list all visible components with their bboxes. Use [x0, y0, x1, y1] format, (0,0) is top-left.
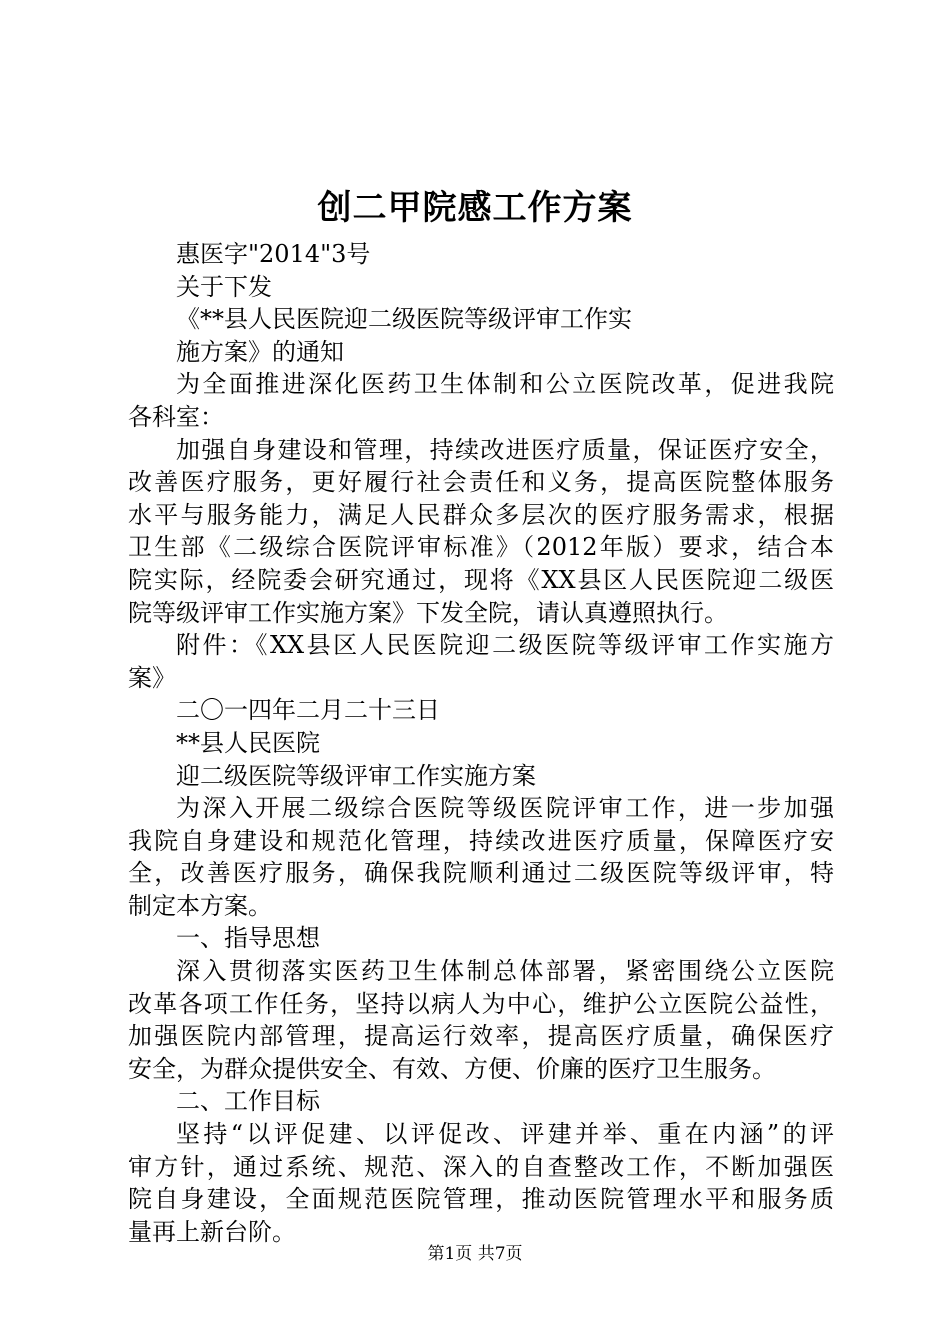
paragraph-line: 全，改善医疗服务，确保我院顺利通过二级医院等级评审，特 — [128, 859, 834, 888]
document-title: 创二甲院感工作方案 — [317, 188, 633, 228]
paragraph-line: 改革各项工作任务，坚持以病人为中心，维护公立医院公益性， — [128, 989, 834, 1018]
paragraph-line: 坚持“以评促建、以评促改、评建并举、重在内涵”的评 — [176, 1120, 834, 1149]
notice-heading-line: 关于下发 — [176, 272, 272, 301]
paragraph-line: 为深入开展二级综合医院等级医院评审工作，进一步加强 — [176, 794, 834, 823]
section-heading: 一、指导思想 — [176, 924, 320, 953]
paragraph-line: 院实际，经院委会研究通过，现将《XX县区人民医院迎二级医 — [128, 565, 834, 594]
paragraph-line: 院等级评审工作实施方案》下发全院，请认真遵照执行。 — [128, 598, 728, 627]
document-body — [128, 238, 834, 1248]
doc-number: 惠医字"2014"3号 — [176, 240, 371, 268]
paragraph-line: 量再上新台阶。 — [128, 1217, 296, 1246]
paragraph-line: 安全，为群众提供安全、有效、方便、价廉的医疗卫生服务。 — [128, 1054, 776, 1083]
attachment-line: 附件：《XX县区人民医院迎二级医院等级评审工作实施方 — [176, 631, 834, 660]
paragraph-line: 加强医院内部管理，提高运行效率，提高医疗质量，确保医疗 — [128, 1022, 834, 1051]
paragraph-line: 各科室： — [128, 402, 224, 431]
paragraph-line: 审方针，通过系统、规范、深入的自查整改工作，不断加强医 — [128, 1152, 834, 1181]
attachment-line: 案》 — [128, 663, 176, 692]
paragraph-line: 制定本方案。 — [128, 891, 272, 920]
paragraph-line: 水平与服务能力，满足人民群众多层次的医疗服务需求，根据 — [128, 500, 834, 529]
paragraph-line: 院自身建设，全面规范医院管理，推动医院管理水平和服务质 — [128, 1185, 834, 1214]
paragraph-line: 加强自身建设和管理，持续改进医疗质量，保证医疗安全， — [176, 435, 834, 464]
paragraph-line: 我院自身建设和规范化管理，持续改进医疗质量，保障医疗安 — [128, 826, 834, 855]
section-heading: 二、工作目标 — [176, 1087, 320, 1116]
paragraph-line: 为全面推进深化医药卫生体制和公立医院改革，促进我院 — [176, 370, 834, 399]
paragraph-line: 卫生部《二级综合医院评审标准》（2012年版）要求，结合本 — [128, 533, 834, 562]
date-line: 二〇一四年二月二十三日 — [176, 696, 440, 725]
notice-heading-line: 《**县人民医院迎二级医院等级评审工作实 — [176, 305, 632, 334]
page-footer: 第1页 共7页 — [427, 1244, 523, 1264]
issuer-line: **县人民医院 — [176, 728, 320, 757]
paragraph-line: 深入贯彻落实医药卫生体制总体部署，紧密围绕公立医院 — [176, 957, 834, 986]
section-title: 迎二级医院等级评审工作实施方案 — [176, 761, 536, 790]
notice-heading-line: 施方案》的通知 — [176, 337, 344, 366]
paragraph-line: 改善医疗服务，更好履行社会责任和义务，提高医院整体服务 — [128, 468, 834, 497]
